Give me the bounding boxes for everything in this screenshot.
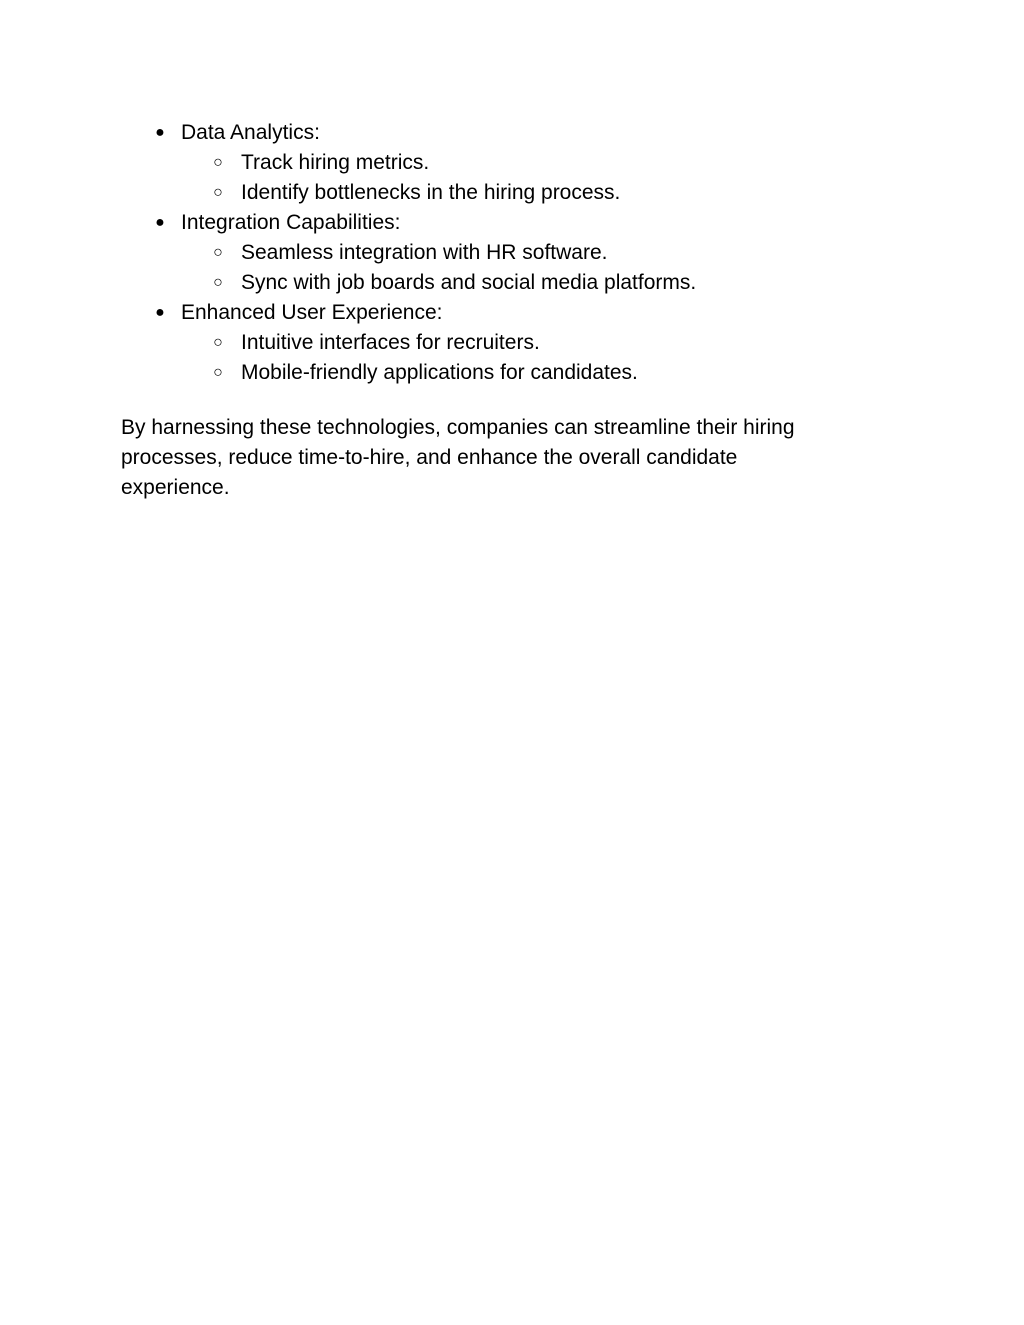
bullet-filled-icon: ● [155,124,165,141]
sub-list-item-label: Seamless integration with HR software. [241,241,608,264]
bullet-hollow-icon: ○ [213,184,223,201]
bullet-list [0,118,1024,388]
sub-list-item-label: Track hiring metrics. [241,151,430,174]
bullet-hollow-icon: ○ [213,274,223,291]
paragraph-line: experience. [121,476,230,499]
paragraph-line: processes, reduce time-to-hire, and enhance the overall candidate [121,446,738,469]
bullet-hollow-icon: ○ [213,154,223,171]
bullet-hollow-icon: ○ [213,244,223,261]
list-item-label: Data Analytics: [181,121,320,144]
sub-list-item [0,238,1024,268]
list-item [0,208,1024,238]
body-paragraph [121,413,881,503]
sub-list-item [0,148,1024,178]
sub-list-item-label: Mobile-friendly applications for candidates. [241,361,638,384]
sub-list-item [0,178,1024,208]
list-item [0,298,1024,328]
sub-list-item [0,328,1024,358]
sub-list-item-label: Intuitive interfaces for recruiters. [241,331,540,354]
bullet-hollow-icon: ○ [213,334,223,351]
list-item-label: Enhanced User Experience: [181,301,443,324]
sub-list-item-label: Sync with job boards and social media platforms. [241,271,697,294]
sub-list-item-label: Identify bottlenecks in the hiring process. [241,181,621,204]
list-item-label: Integration Capabilities: [181,211,401,234]
sub-list-item [0,358,1024,388]
paragraph-line: By harnessing these technologies, companies can streamline their hiring [121,416,795,439]
bullet-hollow-icon: ○ [213,364,223,381]
sub-list-item [0,268,1024,298]
list-item [0,118,1024,148]
bullet-filled-icon: ● [155,214,165,231]
bullet-filled-icon: ● [155,304,165,321]
